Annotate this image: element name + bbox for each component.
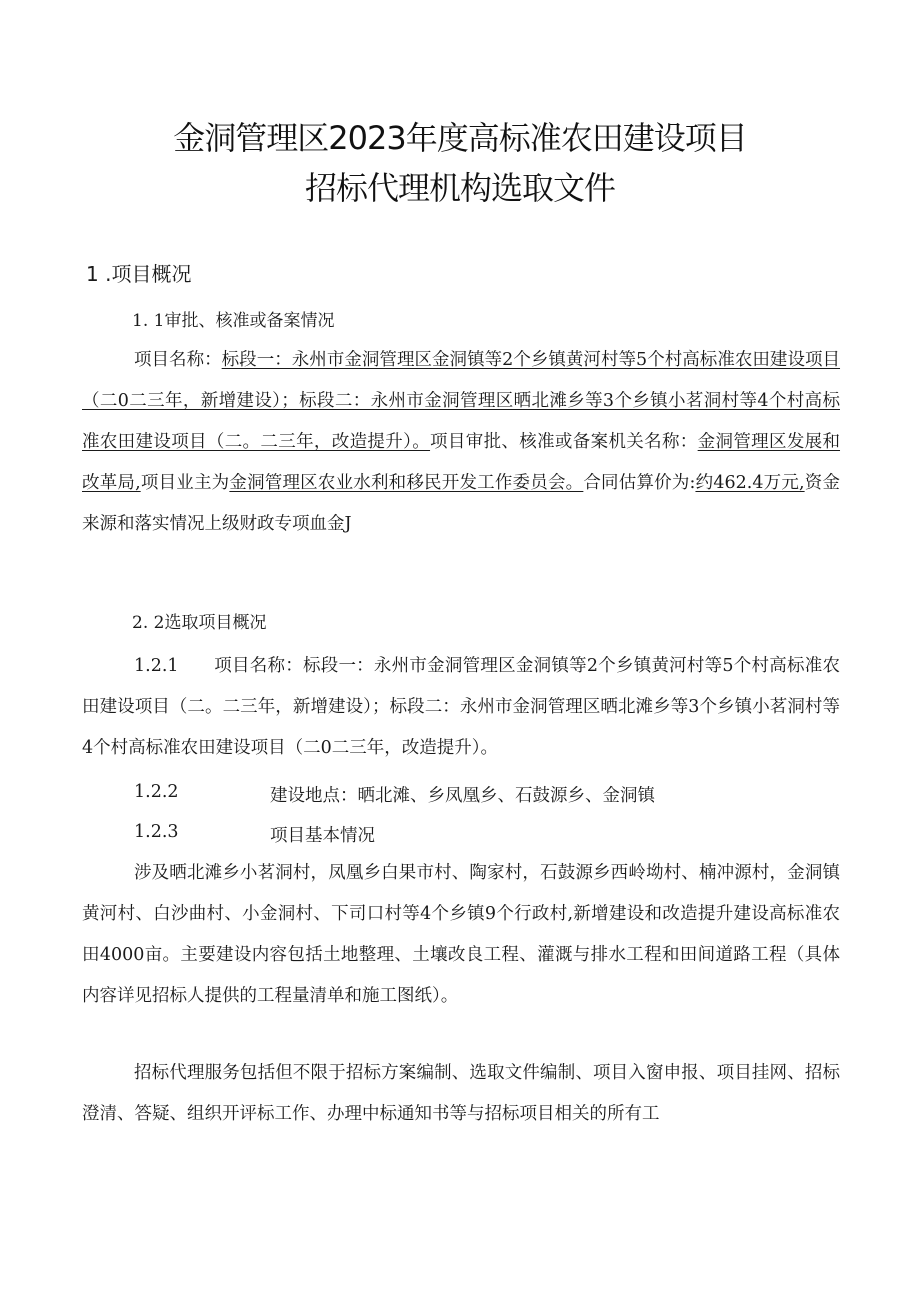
approval-paragraph	[82, 340, 840, 545]
authority-label: 项目审批、核准或备案机关名称：	[430, 432, 698, 452]
item-1-2-1	[82, 646, 840, 769]
document-title-line1: 金洞管理区2023年度高标准农田建设项目	[173, 119, 747, 157]
service-scope-paragraph: 招标代理服务包括但不限于招标方案编制、选取文件编制、项目入窗申报、项目挂网、招标澄清、答疑、组织开评标工作、办理中标通知书等与招标项目相关的所有工	[82, 1063, 840, 1124]
item-1-2-3-text: 项目基本情况	[270, 826, 375, 846]
item-1-2-2-text: 建设地点：晒北滩、乡凤凰乡、石鼓源乡、金洞镇	[270, 786, 655, 806]
funding-source: 资金来源和落实情况上级财政专项血金J	[82, 473, 841, 534]
item-1-2-3-number: 1.2.3	[134, 822, 179, 842]
owner-label: 项目业主为	[140, 473, 230, 493]
item-1-2-1-text: 项目名称：标段一：永州市金洞管理区金洞镇等2个乡镇黄河村等5个村高标准农田建设项目（二。二三年，新增建设）；标段二：永州市金洞管理区晒北滩乡等3个乡镇小茗洞村等4个村高标准农田建设项目（二0二三年，改造提升）。	[82, 656, 840, 758]
contract-price: 约462.4万元,	[695, 473, 805, 493]
project-name-label: 项目名称：	[134, 350, 222, 370]
document-title-line2: 招标代理机构选取文件	[304, 169, 615, 207]
item-1-2-1-number: 1.2.1	[134, 656, 179, 676]
section-heading-project-overview: 1 .项目概况	[86, 262, 192, 286]
price-label: 合同估算价为:	[583, 473, 696, 493]
project-basic-info-paragraph: 涉及晒北滩乡小茗洞村，凤凰乡白果市村、陶家村，石鼓源乡西岭坳村、楠冲源村，金洞镇黄河村、白沙曲村、小金洞村、下司口村等4个乡镇9个行政村,新增建设和改造提升建设高标准农田4000亩。主要建设内容包括土地整理、土壤改良工程、灌溉与排水工程和田间道路工程（具体内容详见招标人提供的工程量清单和施工图纸）。	[82, 863, 840, 1006]
subsection-heading-selection: 2. 2选取项目概况	[132, 613, 267, 633]
project-owner: 金洞管理区农业水利和移民开发工作委员会。	[229, 473, 584, 493]
subsection-heading-approval: 1. 1审批、核准或备案情况	[132, 311, 335, 331]
project-name-value: 标段一：永州市金洞管理区金洞镇等2个乡镇黄河村等5个村高标准农田建设项目（二0二三年，新增建设）；标段二：永州市金洞管理区晒北滩乡等3个乡镇小茗洞村等4个村高标准农田建设项目（二。二三年，改造提升）。	[82, 350, 841, 452]
approval-authority: 金洞管理区发展和改革局,	[82, 432, 841, 493]
item-1-2-2-number: 1.2.2	[134, 782, 179, 802]
